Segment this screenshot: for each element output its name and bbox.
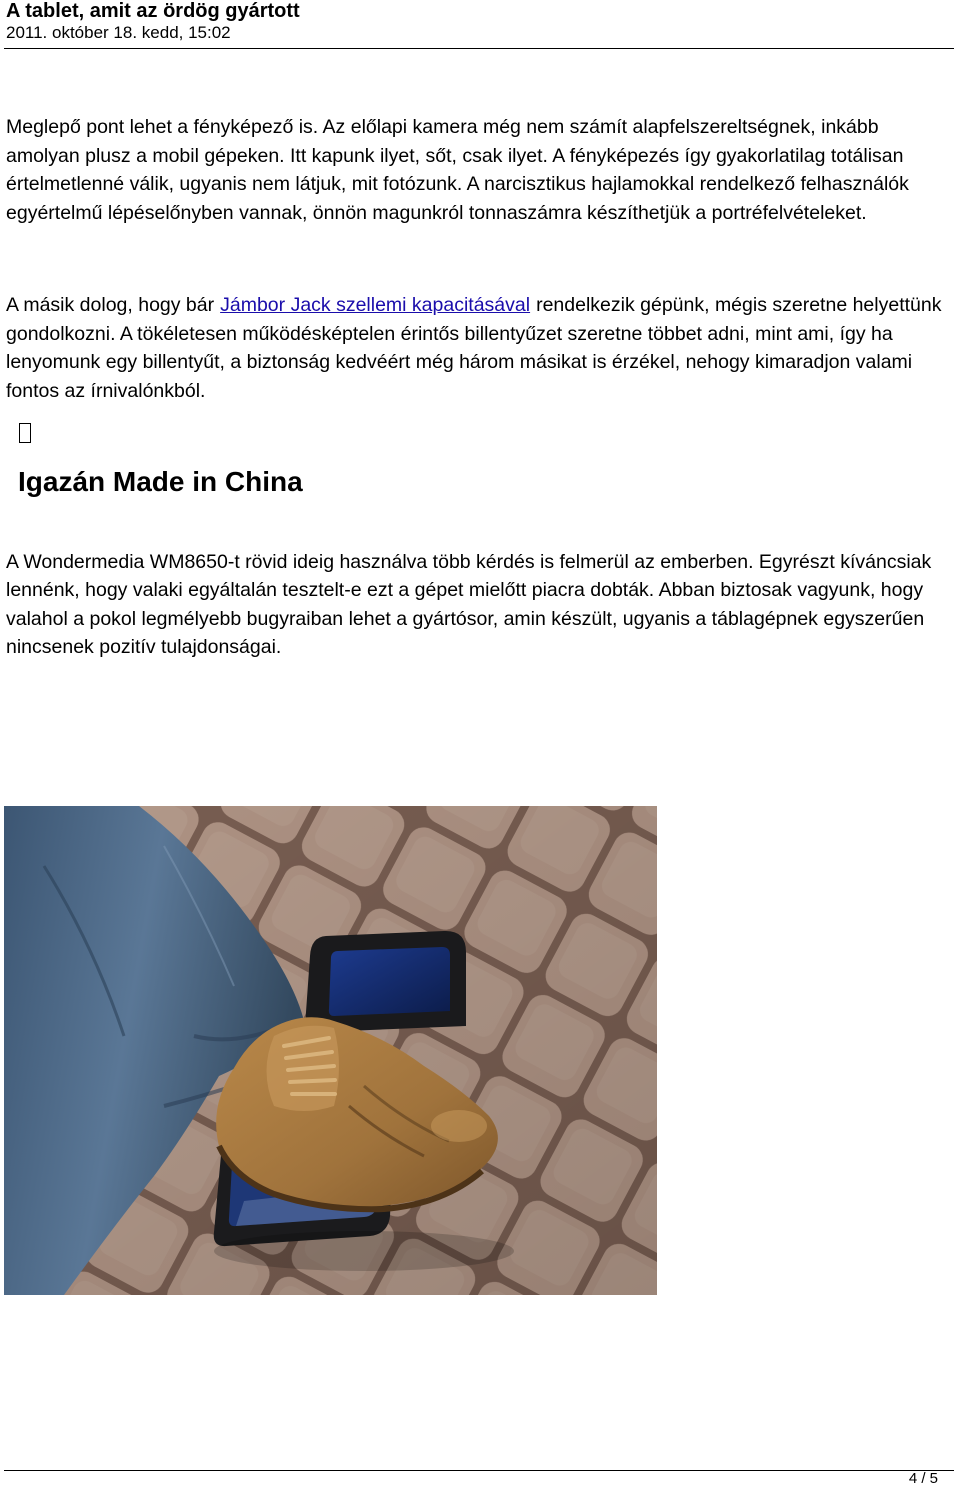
photo-foot-on-tablet (4, 806, 657, 1295)
paragraph-keyboard-end: rendelkezik gépünk, mégis szeretne helyettünk gondolkozni. A tökéletesen működésképtelen érintős billentyűzet szeretne többet adni, mint ami, így ha lenyomunk egy billentyűt, a biztonság kedvéért még három másikat is érzékel, nehogy kimaradjon valami fontos az írnivalónkból. (6, 294, 942, 402)
paragraph-camera: Meglepő pont lehet a fényképező is. Az előlapi kamera még nem számít alapfelszereltségnek, inkább amolyan plusz a mobil gépeken. Itt kapunk ilyet, sőt, csak ilyet. A fényképezés így gyakorlatilag totálisan értelmetlenné válik, ugyanis nem látjuk, mit fotózunk. A narcisztikus hajlamokkal rendelkező felhasználók egyértelmű lépéselőnyben vannak, önnön magunkról tonnaszámra készíthetjük a portréfelvételeket. (6, 116, 909, 224)
paragraph-keyboard-start: A másik dolog, hogy bár (6, 294, 215, 316)
missing-glyph-icon (19, 423, 31, 443)
page-header (6, 0, 954, 43)
article-title: A tablet, amit az ördög gyártott (6, 0, 300, 22)
paragraph-keyboard (6, 291, 954, 405)
page-number: 4 / 5 (908, 1470, 938, 1487)
article-date: 2011. október 18. kedd, 15:02 (6, 23, 231, 42)
footer-divider (4, 1470, 954, 1471)
jambor-jack-link[interactable]: Jámbor Jack szellemi kapacitásával (220, 294, 531, 316)
article-body (6, 113, 954, 662)
paragraph-made-in-china: A Wondermedia WM8650-t rövid ideig használva több kérdés is felmerül az emberben. Egyrészt kíváncsiak lennénk, hogy valaki egyáltalán tesztelt-e ezt a gépet mielőtt piacra dobták. Abban biztosak vagyunk, hogy valahol a pokol legmélyebb bugyraiban lehet a gyártósor, amin készült, ugyanis a táblagépnek egyszerűen nincsenek pozitív tulajdonságai. (6, 550, 932, 658)
header-divider (4, 48, 954, 49)
section-heading: Igazán Made in China (18, 465, 303, 497)
